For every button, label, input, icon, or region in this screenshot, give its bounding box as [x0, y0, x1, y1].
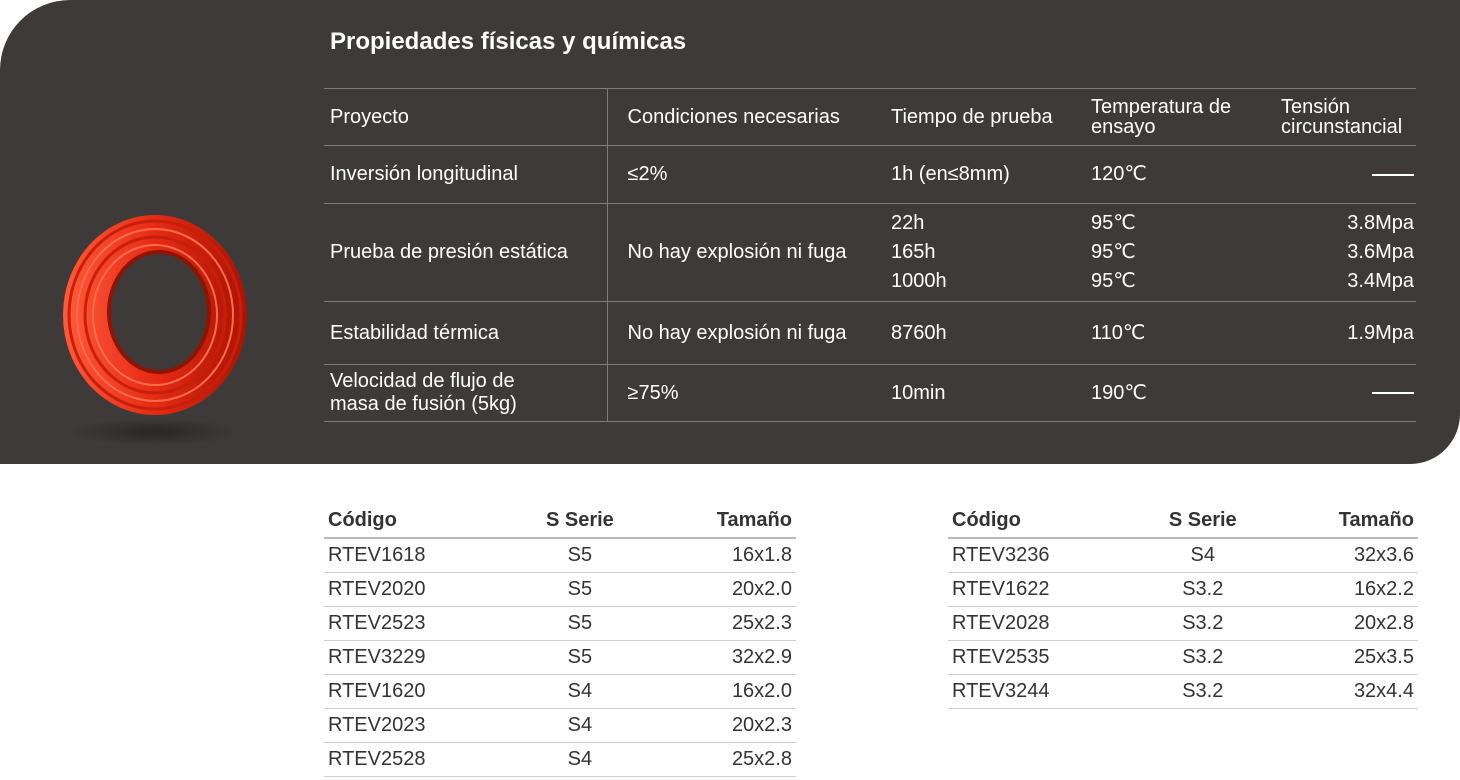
- cell-series: S5: [512, 538, 647, 572]
- cell-series: S4: [1135, 538, 1270, 572]
- table-row: [324, 674, 796, 708]
- spec-header-row: [324, 504, 796, 538]
- cell-code: RTEV2023: [324, 708, 512, 742]
- cell-series: S3.2: [1135, 640, 1270, 674]
- cell-size: 20x2.0: [648, 572, 796, 606]
- cell-series: S4: [512, 708, 647, 742]
- table-row: [324, 146, 1416, 204]
- cell-code: RTEV2523: [324, 606, 512, 640]
- cell-size: 25x2.3: [648, 606, 796, 640]
- cell-code: RTEV3244: [948, 674, 1135, 708]
- properties-table: [324, 88, 1416, 422]
- header-time: Tiempo de prueba: [871, 89, 1071, 146]
- cell-code: RTEV3236: [948, 538, 1135, 572]
- row-stress: [1271, 365, 1416, 422]
- cell-series: S5: [512, 640, 647, 674]
- cell-series: S4: [512, 742, 647, 776]
- cell-size: 20x2.3: [648, 708, 796, 742]
- row-condition: ≥75%: [607, 365, 871, 422]
- cell-size: 25x3.5: [1270, 640, 1418, 674]
- cell-size: 32x4.4: [1270, 674, 1418, 708]
- table-row: [324, 204, 1416, 302]
- row-stress: 1.9Mpa: [1271, 302, 1416, 365]
- table-row: [948, 674, 1418, 708]
- row-stress: [1271, 146, 1416, 204]
- row-project: Velocidad de flujo de masa de fusión (5kg): [324, 365, 607, 422]
- table-row: [324, 572, 796, 606]
- header-project: Proyecto: [324, 89, 607, 146]
- header-code: Código: [324, 504, 512, 538]
- cell-series: S4: [512, 674, 647, 708]
- cell-code: RTEV1618: [324, 538, 512, 572]
- cell-series: S5: [512, 572, 647, 606]
- spec-header-row: [948, 504, 1418, 538]
- row-project: Inversión longitudinal: [324, 146, 607, 204]
- table-row: [324, 606, 796, 640]
- row-time: 8760h: [871, 302, 1071, 365]
- spec-table-right: [948, 504, 1418, 709]
- row-project: Prueba de presión estática: [324, 204, 607, 302]
- cell-code: RTEV2028: [948, 606, 1135, 640]
- cell-size: 16x1.8: [648, 538, 796, 572]
- header-temperature: Temperatura de ensayo: [1071, 89, 1271, 146]
- row-temperature: 95℃ 95℃ 95℃: [1071, 204, 1271, 302]
- cell-code: RTEV1620: [324, 674, 512, 708]
- cell-code: RTEV1622: [948, 572, 1135, 606]
- cell-size: 16x2.2: [1270, 572, 1418, 606]
- row-time: 22h 165h 1000h: [871, 204, 1071, 302]
- cell-series: S5: [512, 606, 647, 640]
- header-size: Tamaño: [1270, 504, 1418, 538]
- table-row: [948, 606, 1418, 640]
- table-row: [324, 365, 1416, 422]
- row-condition: ≤2%: [607, 146, 871, 204]
- red-pipe-coil-icon: [55, 210, 255, 450]
- panel-corner: [0, 0, 80, 80]
- cell-series: S3.2: [1135, 572, 1270, 606]
- table-row: [324, 742, 796, 776]
- cell-size: 32x2.9: [648, 640, 796, 674]
- row-temperature: 190℃: [1071, 365, 1271, 422]
- cell-code: RTEV3229: [324, 640, 512, 674]
- spec-table-left: [324, 504, 796, 777]
- cell-series: S3.2: [1135, 606, 1270, 640]
- header-series: S Serie: [512, 504, 647, 538]
- table-row: [324, 708, 796, 742]
- header-size: Tamaño: [648, 504, 796, 538]
- table-row: [324, 302, 1416, 365]
- cell-code: RTEV2020: [324, 572, 512, 606]
- row-condition: No hay explosión ni fuga: [607, 302, 871, 365]
- cell-size: 20x2.8: [1270, 606, 1418, 640]
- table-row: [324, 640, 796, 674]
- row-temperature: 120℃: [1071, 146, 1271, 204]
- table-row: [948, 640, 1418, 674]
- row-time: 1h (en≤8mm): [871, 146, 1071, 204]
- cell-size: 32x3.6: [1270, 538, 1418, 572]
- properties-header-row: [324, 89, 1416, 146]
- table-row: [948, 538, 1418, 572]
- row-temperature: 110℃: [1071, 302, 1271, 365]
- cell-size: 16x2.0: [648, 674, 796, 708]
- cell-size: 25x2.8: [648, 742, 796, 776]
- cell-series: S3.2: [1135, 674, 1270, 708]
- row-time: 10min: [871, 365, 1071, 422]
- cell-code: RTEV2535: [948, 640, 1135, 674]
- table-row: [324, 538, 796, 572]
- header-stress: Tensión circunstancial: [1271, 89, 1416, 146]
- dash-icon: [1372, 392, 1414, 394]
- header-condition: Condiciones necesarias: [607, 89, 871, 146]
- header-series: S Serie: [1135, 504, 1270, 538]
- row-stress: 3.8Mpa 3.6Mpa 3.4Mpa: [1271, 204, 1416, 302]
- row-project: Estabilidad térmica: [324, 302, 607, 365]
- dash-icon: [1372, 174, 1414, 176]
- row-condition: No hay explosión ni fuga: [607, 204, 871, 302]
- cell-code: RTEV2528: [324, 742, 512, 776]
- header-code: Código: [948, 504, 1135, 538]
- table-row: [948, 572, 1418, 606]
- panel-title: Propiedades físicas y químicas: [330, 28, 687, 55]
